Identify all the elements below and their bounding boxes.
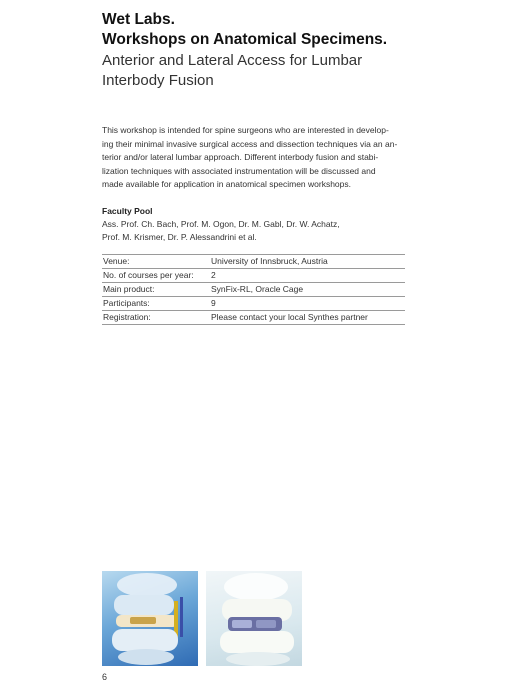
- details-row-registration: [102, 310, 405, 325]
- course-details-table: [102, 254, 405, 325]
- details-value: University of Innsbruck, Austria: [211, 256, 328, 266]
- details-label: Main product:: [103, 284, 155, 294]
- details-row-courses: [102, 268, 405, 282]
- spine-cage-illustration: [206, 571, 302, 666]
- details-label: No. of courses per year:: [103, 270, 194, 280]
- details-row-participants: [102, 296, 405, 310]
- details-value: 9: [211, 298, 216, 308]
- details-label: Venue:: [103, 256, 130, 266]
- spine-implant-photo-1: [102, 571, 198, 666]
- details-value: SynFix-RL, Oracle Cage: [211, 284, 304, 294]
- intro-line: This workshop is intended for spine surgeons who are interested in develop-: [102, 125, 389, 135]
- intro-line: terior and/or lateral lumbar approach. Different interbody fusion and stabi-: [102, 152, 379, 162]
- spine-model-illustration: [102, 571, 198, 666]
- intro-line: ing their minimal invasive surgical access and dissection techniques via an an-: [102, 138, 398, 149]
- intro-paragraph: [102, 124, 408, 192]
- page-title-line1: Wet Labs.: [102, 11, 175, 28]
- page-title-line2: Workshops on Anatomical Specimens.: [102, 31, 388, 48]
- subtitle-line1: Anterior and Lateral Access for Lumbar: [102, 52, 363, 69]
- intro-line: lization techniques with associated instrumentation will be discussed and: [102, 165, 376, 176]
- details-row-venue: [102, 254, 405, 268]
- faculty-list-line2: Prof. M. Krismer, Dr. P. Alessandrini et al.: [102, 232, 257, 242]
- spine-implant-photo-2: [206, 571, 302, 666]
- page-number: 6: [102, 672, 108, 682]
- faculty-list-line1: Ass. Prof. Ch. Bach, Prof. M. Ogon, Dr. M. Gabl, Dr. W. Achatz,: [102, 219, 340, 229]
- faculty-pool-heading: Faculty Pool: [102, 206, 153, 216]
- details-value: Please contact your local Synthes partner: [211, 312, 368, 322]
- intro-line: made available for application in anatomical specimen workshops.: [102, 179, 351, 189]
- details-label: Participants:: [103, 298, 150, 308]
- details-row-product: [102, 282, 405, 296]
- details-value: 2: [211, 270, 216, 280]
- details-label: Registration:: [103, 312, 151, 322]
- subtitle-line2: Interbody Fusion: [102, 72, 214, 89]
